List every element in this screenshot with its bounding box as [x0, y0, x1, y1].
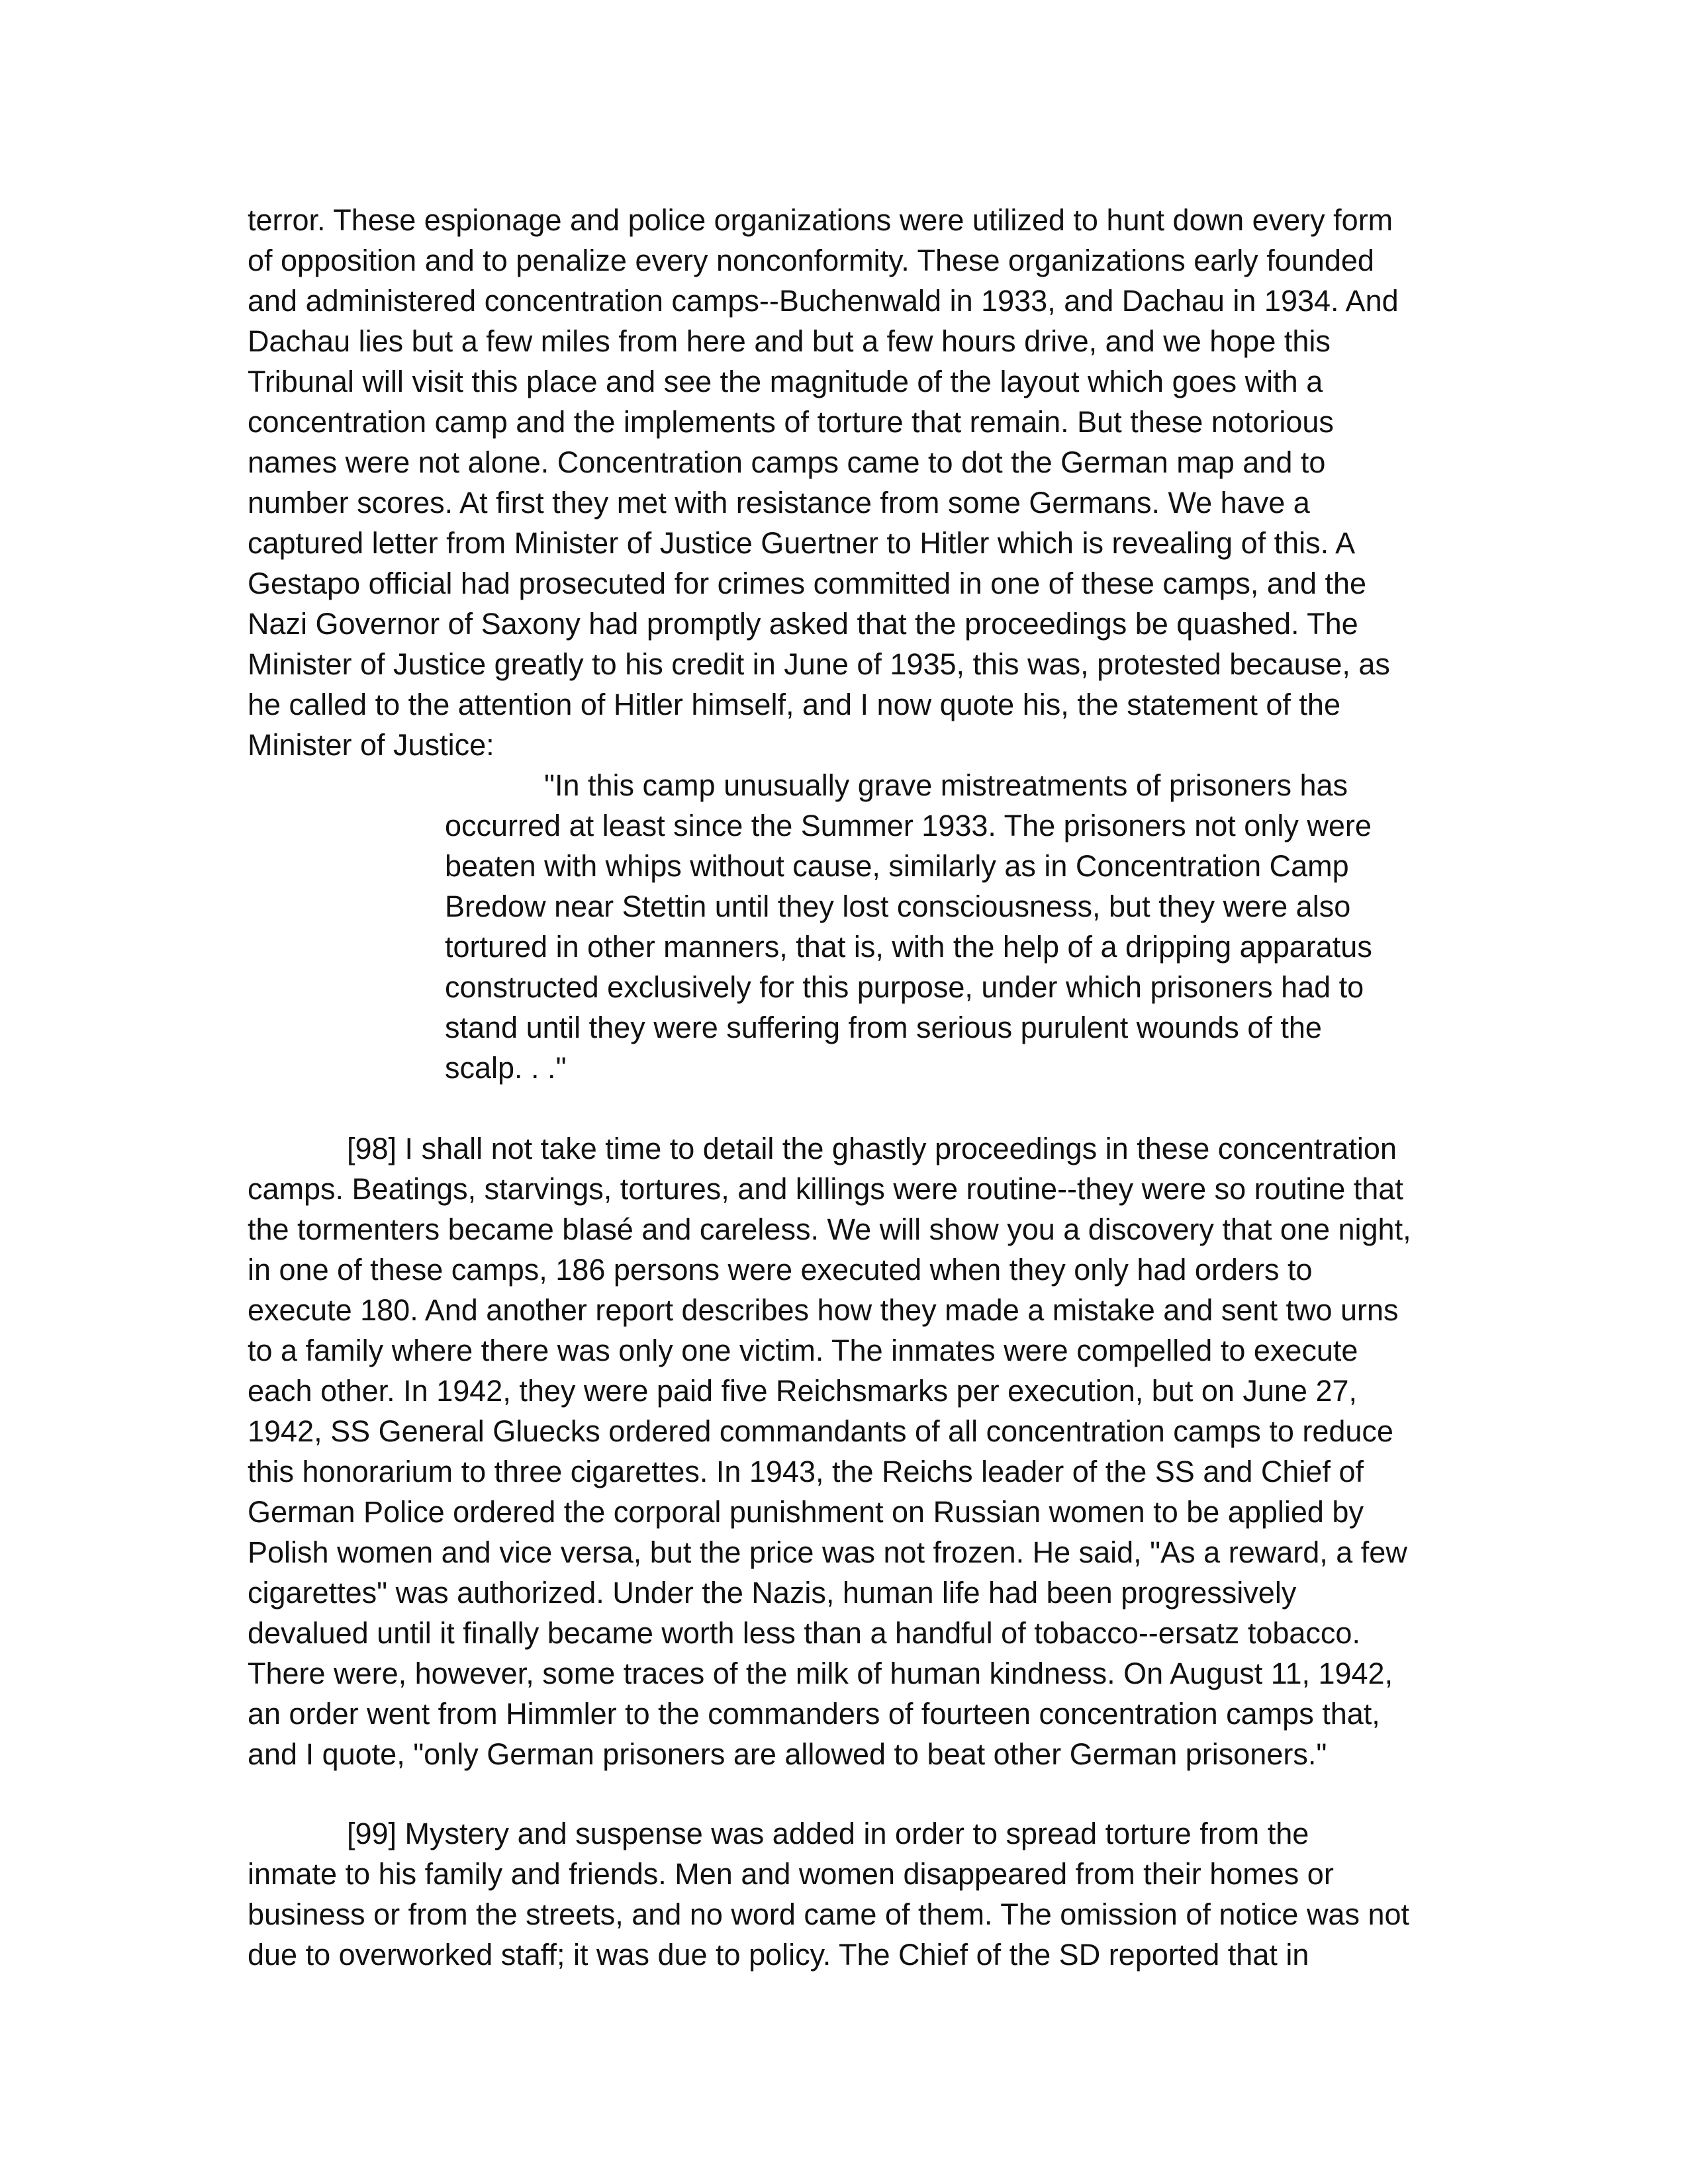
quote-line: beaten with whips without cause, similarly as in Concentration Camp: [445, 849, 1349, 883]
text-line: Gestapo official had prosecuted for crimes committed in one of these camps, and the: [248, 567, 1367, 600]
text-line: 1942, SS General Gluecks ordered commandants of all concentration camps to reduce: [248, 1414, 1393, 1448]
text-line: this honorarium to three cigarettes. In 1943, the Reichs leader of the SS and Chief of: [248, 1455, 1364, 1488]
paragraph-99: [248, 1813, 1452, 1975]
text-line: inmate to his family and friends. Men and women disappeared from their homes or: [248, 1857, 1334, 1891]
text-line: to a family where there was only one victim. The inmates were compelled to execute: [248, 1334, 1358, 1367]
text-line: devalued until it finally became worth less than a handful of tobacco--ersatz tobacco.: [248, 1616, 1360, 1650]
text-line: German Police ordered the corporal punishment on Russian women to be applied by: [248, 1495, 1364, 1529]
text-line: concentration camp and the implements of torture that remain. But these notorious: [248, 405, 1334, 439]
quote-line: constructed exclusively for this purpose, under which prisoners had to: [445, 970, 1364, 1004]
quote-line: stand until they were suffering from serious purulent wounds of the: [445, 1011, 1322, 1044]
text-line: Minister of Justice:: [248, 728, 494, 762]
text-line: the tormenters became blasé and careless. We will show you a discovery that one night,: [248, 1212, 1411, 1246]
quote-line: Bredow near Stettin until they lost consciousness, but they were also: [445, 889, 1351, 923]
paragraph-98: [248, 1128, 1452, 1774]
text-line: and I quote, "only German prisoners are allowed to beat other German prisoners.": [248, 1737, 1327, 1771]
intro-paragraph: [248, 200, 1452, 765]
text-line: he called to the attention of Hitler himself, and I now quote his, the statement of the: [248, 688, 1340, 721]
quote-line: tortured in other manners, that is, with the help of a dripping apparatus: [445, 930, 1372, 964]
text-line: Minister of Justice greatly to his credit in June of 1935, this was, protested because, as: [248, 647, 1390, 681]
block-quote: [445, 765, 1438, 1088]
text-line: due to overworked staff; it was due to policy. The Chief of the SD reported that in: [248, 1938, 1309, 1972]
text-line: [99] Mystery and suspense was added in order to spread torture from the: [347, 1817, 1309, 1850]
text-line: cigarettes" was authorized. Under the Nazis, human life had been progressively: [248, 1576, 1297, 1610]
text-line: Polish women and vice versa, but the price was not frozen. He said, "As a reward, a few: [248, 1535, 1407, 1569]
text-line: an order went from Himmler to the commanders of fourteen concentration camps that,: [248, 1697, 1380, 1731]
text-line: number scores. At first they met with resistance from some Germans. We have a: [248, 486, 1310, 520]
text-line: each other. In 1942, they were paid five Reichsmarks per execution, but on June 27,: [248, 1374, 1358, 1408]
text-line: camps. Beatings, starvings, tortures, and killings were routine--they were so routine that: [248, 1172, 1403, 1206]
text-line: in one of these camps, 186 persons were executed when they only had orders to: [248, 1253, 1313, 1287]
quote-line: "In this camp unusually grave mistreatments of prisoners has: [544, 768, 1348, 802]
text-line: and administered concentration camps--Buchenwald in 1933, and Dachau in 1934. And: [248, 284, 1399, 318]
text-line: Dachau lies but a few miles from here and but a few hours drive, and we hope this: [248, 324, 1331, 358]
text-line: Tribunal will visit this place and see the magnitude of the layout which goes with a: [248, 365, 1323, 398]
text-line: execute 180. And another report describes how they made a mistake and sent two urns: [248, 1293, 1399, 1327]
text-line: terror. These espionage and police organizations were utilized to hunt down every form: [248, 203, 1393, 237]
text-line: business or from the streets, and no word came of them. The omission of notice was not: [248, 1897, 1410, 1931]
quote-line: scalp. . .": [445, 1051, 567, 1085]
text-line: captured letter from Minister of Justice Guertner to Hitler which is revealing of this. A: [248, 526, 1356, 560]
text-line: of opposition and to penalize every nonconformity. These organizations early founded: [248, 244, 1374, 277]
text-line: [98] I shall not take time to detail the ghastly proceedings in these concentration: [347, 1132, 1397, 1165]
quote-line: occurred at least since the Summer 1933. The prisoners not only were: [445, 809, 1372, 842]
text-line: There were, however, some traces of the milk of human kindness. On August 11, 1942,: [248, 1657, 1393, 1690]
text-line: names were not alone. Concentration camps came to dot the German map and to: [248, 445, 1326, 479]
text-line: Nazi Governor of Saxony had promptly asked that the proceedings be quashed. The: [248, 607, 1358, 641]
